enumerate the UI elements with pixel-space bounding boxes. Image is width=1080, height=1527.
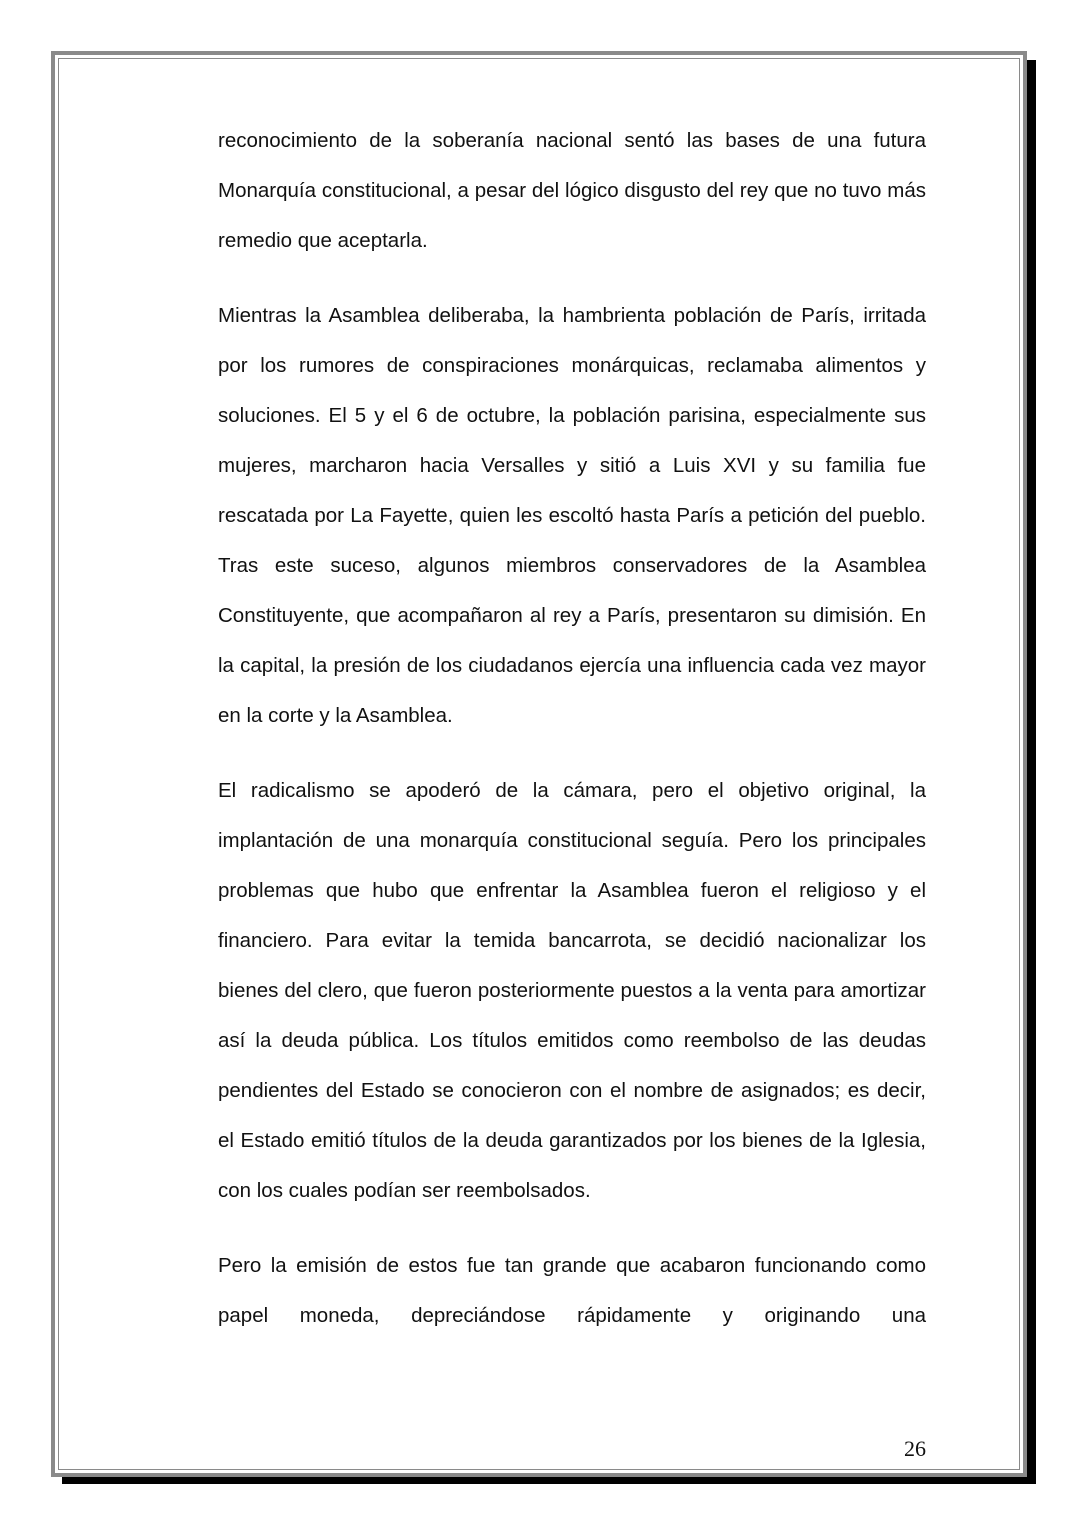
paragraph-3: El radicalismo se apoderó de la cámara, pero el objetivo original, la implantación de una monarquía constitucional seguía. Pero los principales problemas que hubo que enfrentar la Asamblea fueron el religioso y el financiero. Para evitar la temida bancarrota, se decidió nacionalizar los bienes del clero, que fueron posteriormente puestos a la venta para amortizar así la deuda pública. Los títulos emitidos como reembolso de las deudas pendientes del Estado se conocieron con el nombre de asignados; es decir, el Estado emitió títulos de la deuda garantizados por los bienes de la Iglesia, con los cuales podían ser reembolsados. (218, 779, 926, 1202)
paragraph-4: Pero la emisión de estos fue tan grande que acabaron funcionando como papel moneda, depreciándose rápidamente y originando una (218, 1254, 926, 1327)
paragraph-1: reconocimiento de la soberanía nacional sentó las bases de una futura Monarquía constitucional, a pesar del lógico disgusto del rey que no tuvo más remedio que aceptarla. (218, 129, 926, 252)
body-text (218, 116, 926, 1366)
page-number: 26 (904, 1436, 926, 1461)
paragraph-2: Mientras la Asamblea deliberaba, la hambrienta población de París, irritada por los rumores de conspiraciones monárquicas, reclamaba alimentos y soluciones. El 5 y el 6 de octubre, la población parisina, especialmente sus mujeres, marcharon hacia Versalles y sitió a Luis XVI y su familia fue rescatada por La Fayette, quien les escoltó hasta París a petición del pueblo. Tras este suceso, algunos miembros conservadores de la Asamblea Constituyente, que acompañaron al rey a París, presentaron su dimisión. En la capital, la presión de los ciudadanos ejercía una influencia cada vez mayor en la corte y la Asamblea. (218, 304, 926, 727)
